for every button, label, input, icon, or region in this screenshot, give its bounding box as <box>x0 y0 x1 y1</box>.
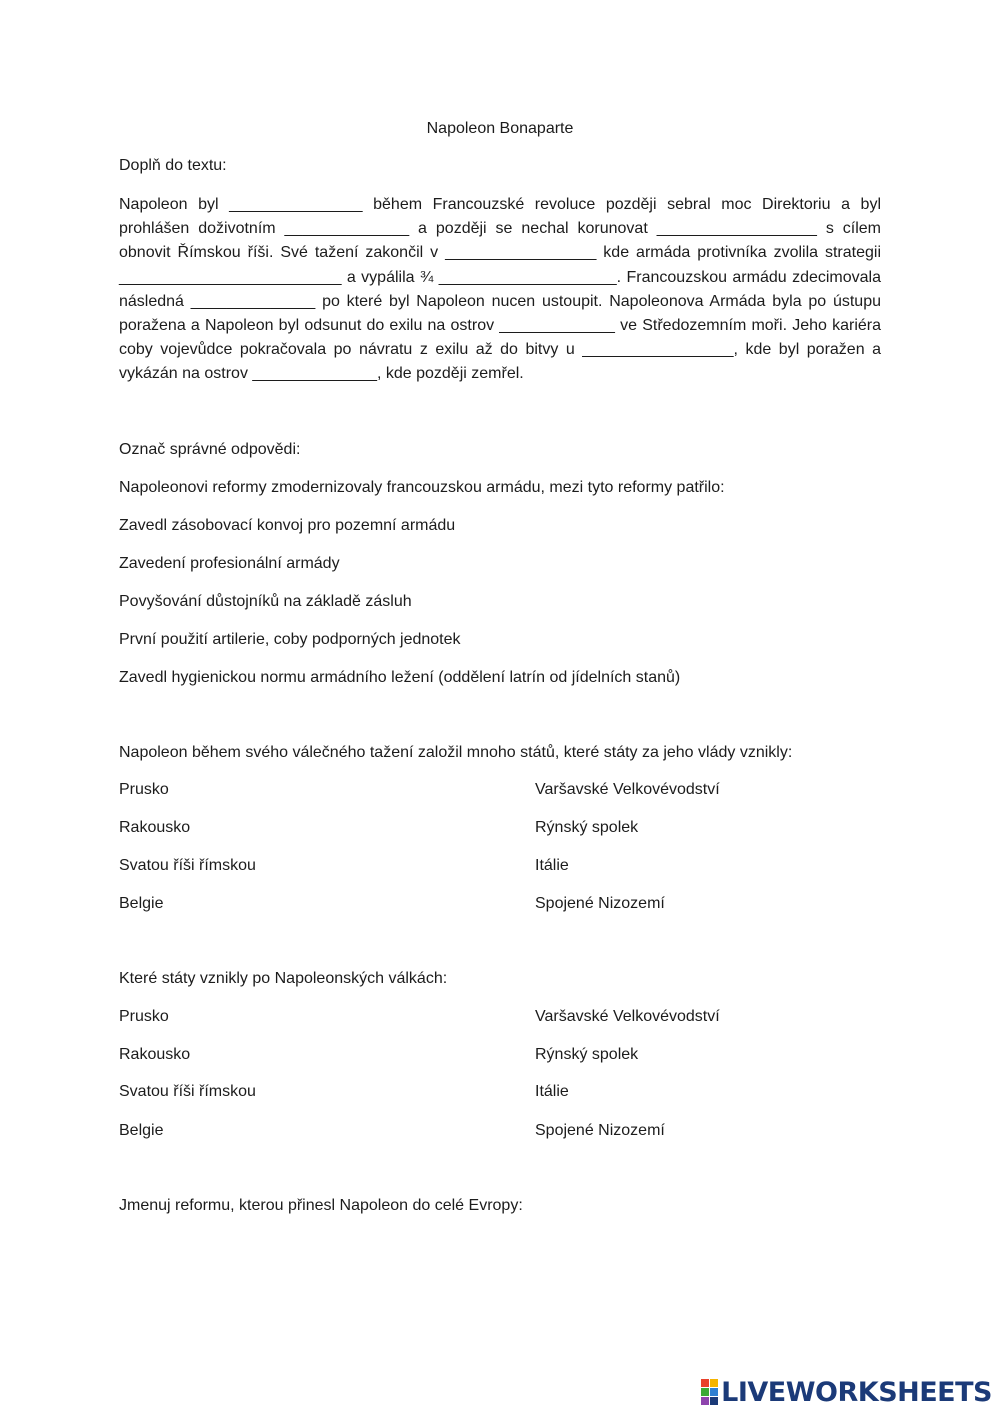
liveworksheets-logo <box>701 1377 992 1407</box>
reform-option[interactable]: První použití artilerie, coby podporných jednotek <box>119 631 461 648</box>
logo-mark-icon <box>701 1379 718 1405</box>
logo-text: LIVEWORKSHEETS <box>721 1376 992 1408</box>
name-reform-question: Jmenuj reformu, kterou přinesl Napoleon do celé Evropy: <box>119 1197 523 1214</box>
state-option[interactable]: Rakousko <box>119 819 191 836</box>
reform-option[interactable]: Zavedl zásobovací konvoj pro pozemní armádu <box>119 517 456 534</box>
select-answers-heading: Označ správné odpovědi: <box>119 441 301 458</box>
states-founded-question: Napoleon během svého válečného tažení založil mnoho států, které státy za jeho vlády vznikly: <box>119 744 793 761</box>
state-option[interactable]: Spojené Nizozemí <box>535 895 665 912</box>
fill-in-heading: Doplň do textu: <box>119 157 227 174</box>
reform-option[interactable]: Zavedení profesionální armády <box>119 555 340 572</box>
reforms-question: Napoleonovi reformy zmodernizovaly francouzskou armádu, mezi tyto reformy patřilo: <box>119 479 725 496</box>
state-option[interactable]: Rýnský spolek <box>535 819 639 836</box>
state-option[interactable]: Prusko <box>119 1008 169 1025</box>
states-after-wars-question: Které státy vznikly po Napoleonských válkách: <box>119 970 448 987</box>
page-title: Napoleon Bonaparte <box>426 120 574 137</box>
state-option[interactable]: Rakousko <box>119 1046 191 1063</box>
state-option[interactable]: Svatou říši římskou <box>119 857 256 874</box>
state-option[interactable]: Belgie <box>119 1122 164 1139</box>
reform-option[interactable]: Zavedl hygienickou normu armádního ležení (oddělení latrín od jídelních stanů) <box>119 669 681 686</box>
state-option[interactable]: Prusko <box>119 781 169 798</box>
state-option[interactable]: Rýnský spolek <box>535 1046 639 1063</box>
state-option[interactable]: Varšavské Velkovévodství <box>535 781 720 798</box>
reform-option[interactable]: Povyšování důstojníků na základě zásluh <box>119 593 412 610</box>
state-option[interactable]: Belgie <box>119 895 164 912</box>
state-option[interactable]: Varšavské Velkovévodství <box>535 1008 720 1025</box>
state-option[interactable]: Itálie <box>535 857 569 874</box>
state-option[interactable]: Itálie <box>535 1083 569 1100</box>
fill-in-paragraph: Napoleon byl _______________ během Francouzské revoluce později sebral moc Direktoriu a byl prohlášen doživotním ______________ a později se nechal korunovat __________________ s cílem obnovit Římskou říši. Své tažení zakončil v _________________ kde armáda protivníka zvolila strategii _________________________ a vypálila ¾ ____________________. Francouzskou armádu zdecimovala následná ______________ po které byl Napoleon nucen ustoupit. Napoleonova Armáda byla po ústupu poražena a Napoleon byl odsunut do exilu na ostrov _____________ ve Středozemním moři. Jeho kariéra coby vojevůdce pokračovala po návratu z exilu až do bitvy u _________________, kde byl poražen a vykázán na ostrov ______________, kde později zemřel. <box>119 196 881 383</box>
state-option[interactable]: Svatou říši římskou <box>119 1083 256 1100</box>
state-option[interactable]: Spojené Nizozemí <box>535 1122 665 1139</box>
